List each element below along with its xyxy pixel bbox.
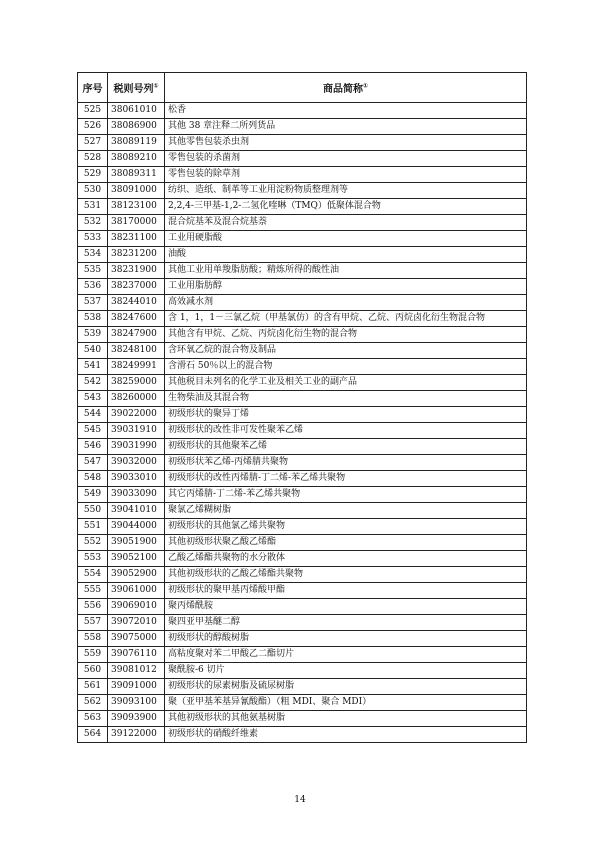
row-product-name: 含 1，1，1－三氯乙烷（甲基氯仿）的含有甲烷、乙烷、丙烷卤化衍生物混合物 [165,311,527,327]
row-product-name: 初级形状的改性丙烯腈-丁二烯-苯乙烯共聚物 [165,471,527,487]
row-tariff-code: 39041010 [108,503,165,519]
table-row [78,455,527,471]
row-index: 559 [78,647,108,663]
row-index: 543 [78,391,108,407]
table-row [78,679,527,695]
row-tariff-code: 38086900 [108,119,165,135]
table-row [78,247,527,263]
row-tariff-code: 39081012 [108,663,165,679]
row-tariff-code: 38237000 [108,279,165,295]
row-product-name: 初级形状的硝酸纤维素 [165,727,527,743]
row-tariff-code: 39032000 [108,455,165,471]
row-product-name: 含滑石 50％以上的混合物 [165,359,527,375]
table-row [78,199,527,215]
row-product-name: 聚（亚甲基苯基异氰酸酯）（粗 MDI、聚合 MDI） [165,695,527,711]
row-tariff-code: 39052900 [108,567,165,583]
table-row [78,567,527,583]
table-row [78,407,527,423]
row-index: 553 [78,551,108,567]
table-row [78,183,527,199]
row-index: 546 [78,439,108,455]
row-tariff-code: 39091000 [108,679,165,695]
table-row [78,423,527,439]
row-tariff-code: 39033090 [108,487,165,503]
row-tariff-code: 38247900 [108,327,165,343]
row-index: 544 [78,407,108,423]
row-product-name: 初级形状的其他氯乙烯共聚物 [165,519,527,535]
table-row [78,695,527,711]
row-product-name: 其它丙烯腈-丁二烯-苯乙烯共聚物 [165,487,527,503]
row-index: 531 [78,199,108,215]
row-product-name: 初级形状的尿素树脂及硫尿树脂 [165,679,527,695]
row-tariff-code: 38123100 [108,199,165,215]
row-product-name: 初级形状的其他聚苯乙烯 [165,439,527,455]
row-tariff-code: 39033010 [108,471,165,487]
row-index: 555 [78,583,108,599]
table-row [78,391,527,407]
row-tariff-code: 38244010 [108,295,165,311]
row-index: 526 [78,119,108,135]
row-product-name: 初级形状的改性非可发性聚苯乙烯 [165,423,527,439]
row-index: 533 [78,231,108,247]
row-tariff-code: 39031990 [108,439,165,455]
table-row [78,471,527,487]
row-tariff-code: 38248100 [108,343,165,359]
row-tariff-code: 38061010 [108,103,165,119]
row-tariff-code: 38091000 [108,183,165,199]
row-product-name: 初级形状的醇酸树脂 [165,631,527,647]
table-row [78,647,527,663]
row-index: 539 [78,327,108,343]
row-index: 527 [78,135,108,151]
row-index: 548 [78,471,108,487]
table-row [78,151,527,167]
row-product-name: 混合烷基苯及混合烷基萘 [165,215,527,231]
row-product-name: 零售包装的除草剂 [165,167,527,183]
row-index: 535 [78,263,108,279]
row-index: 525 [78,103,108,119]
row-tariff-code: 39122000 [108,727,165,743]
header-tariff-code: 税则号列① [108,73,165,103]
table-row [78,263,527,279]
row-tariff-code: 38231200 [108,247,165,263]
row-product-name: 初级形状的聚异丁烯 [165,407,527,423]
row-index: 561 [78,679,108,695]
header-product-name: 商品简称① [165,73,527,103]
table-row [78,583,527,599]
row-tariff-code: 39072010 [108,615,165,631]
row-tariff-code: 39044000 [108,519,165,535]
row-tariff-code: 38089119 [108,135,165,151]
row-index: 558 [78,631,108,647]
table-row [78,135,527,151]
row-index: 557 [78,615,108,631]
row-product-name: 其他初级形状聚乙酸乙烯酯 [165,535,527,551]
row-index: 551 [78,519,108,535]
table-row [78,663,527,679]
row-tariff-code: 39031910 [108,423,165,439]
row-product-name: 生物柴油及其混合物 [165,391,527,407]
table-header-row [78,73,527,103]
row-product-name: 零售包装的杀菌剂 [165,151,527,167]
row-index: 562 [78,695,108,711]
row-tariff-code: 39052100 [108,551,165,567]
row-product-name: 其他零售包装杀虫剂 [165,135,527,151]
table-row [78,375,527,391]
row-tariff-code: 39075000 [108,631,165,647]
table-row [78,551,527,567]
table-body [78,103,527,743]
table-row [78,231,527,247]
row-product-name: 其他税目未列名的化学工业及相关工业的副产品 [165,375,527,391]
row-index: 538 [78,311,108,327]
table-row [78,103,527,119]
table-row [78,279,527,295]
row-tariff-code: 39069010 [108,599,165,615]
row-index: 547 [78,455,108,471]
row-product-name: 其他工业用单羧脂肪酸；精炼所得的酸性油 [165,263,527,279]
table-row [78,631,527,647]
row-tariff-code: 39061000 [108,583,165,599]
row-tariff-code: 38231100 [108,231,165,247]
row-index: 556 [78,599,108,615]
row-index: 530 [78,183,108,199]
table-row [78,119,527,135]
row-index: 532 [78,215,108,231]
row-index: 537 [78,295,108,311]
row-index: 564 [78,727,108,743]
row-index: 552 [78,535,108,551]
row-index: 541 [78,359,108,375]
table-row [78,327,527,343]
row-index: 529 [78,167,108,183]
row-index: 563 [78,711,108,727]
row-index: 534 [78,247,108,263]
row-product-name: 油酸 [165,247,527,263]
row-product-name: 聚氯乙烯糊树脂 [165,503,527,519]
row-product-name: 其他初级形状的其他氨基树脂 [165,711,527,727]
row-tariff-code: 38259000 [108,375,165,391]
tariff-table [77,72,527,743]
row-product-name: 2,2,4-三甲基-1,2-二氢化喹啉（TMQ）低聚体混合物 [165,199,527,215]
row-index: 545 [78,423,108,439]
row-tariff-code: 38249991 [108,359,165,375]
row-product-name: 工业用硬脂酸 [165,231,527,247]
row-tariff-code: 39051900 [108,535,165,551]
tariff-table-container [77,72,526,743]
table-row [78,343,527,359]
row-tariff-code: 38170000 [108,215,165,231]
table-row [78,215,527,231]
row-index: 542 [78,375,108,391]
row-tariff-code: 39022000 [108,407,165,423]
row-tariff-code: 39093900 [108,711,165,727]
row-product-name: 含环氧乙烷的混合物及制品 [165,343,527,359]
row-tariff-code: 38260000 [108,391,165,407]
table-row [78,599,527,615]
row-product-name: 工业用脂肪醇 [165,279,527,295]
row-product-name: 聚酰胺-6 切片 [165,663,527,679]
row-index: 554 [78,567,108,583]
table-row [78,487,527,503]
table-row [78,503,527,519]
row-product-name: 乙酸乙烯酯共聚物的水分散体 [165,551,527,567]
row-index: 560 [78,663,108,679]
table-row [78,295,527,311]
row-index: 540 [78,343,108,359]
row-product-name: 高粘度聚对苯二甲酸乙二酯切片 [165,647,527,663]
table-row [78,311,527,327]
row-product-name: 纺织、造纸、制革等工业用淀粉物质整理剂等 [165,183,527,199]
row-product-name: 聚四亚甲基醚二醇 [165,615,527,631]
row-product-name: 松香 [165,103,527,119]
row-product-name: 聚丙烯酰胺 [165,599,527,615]
row-product-name: 其他 38 章注释二所列货品 [165,119,527,135]
row-tariff-code: 39076110 [108,647,165,663]
table-row [78,727,527,743]
table-row [78,711,527,727]
row-product-name: 初级形状的聚甲基丙烯酸甲酯 [165,583,527,599]
table-row [78,359,527,375]
row-index: 550 [78,503,108,519]
row-product-name: 其他含有甲烷、乙烷、丙烷卤化衍生物的混合物 [165,327,527,343]
page-number: 14 [294,795,306,805]
row-product-name: 初级形状苯乙烯-丙烯腈共聚物 [165,455,527,471]
row-tariff-code: 39093100 [108,695,165,711]
table-row [78,439,527,455]
table-row [78,519,527,535]
table-row [78,535,527,551]
table-row [78,615,527,631]
table-row [78,167,527,183]
row-tariff-code: 38089311 [108,167,165,183]
row-tariff-code: 38231900 [108,263,165,279]
row-index: 549 [78,487,108,503]
row-tariff-code: 38247600 [108,311,165,327]
header-index: 序号 [78,73,108,103]
row-index: 536 [78,279,108,295]
row-product-name: 其他初级形状的乙酸乙烯酯共聚物 [165,567,527,583]
row-index: 528 [78,151,108,167]
row-product-name: 高效减水剂 [165,295,527,311]
row-tariff-code: 38089210 [108,151,165,167]
